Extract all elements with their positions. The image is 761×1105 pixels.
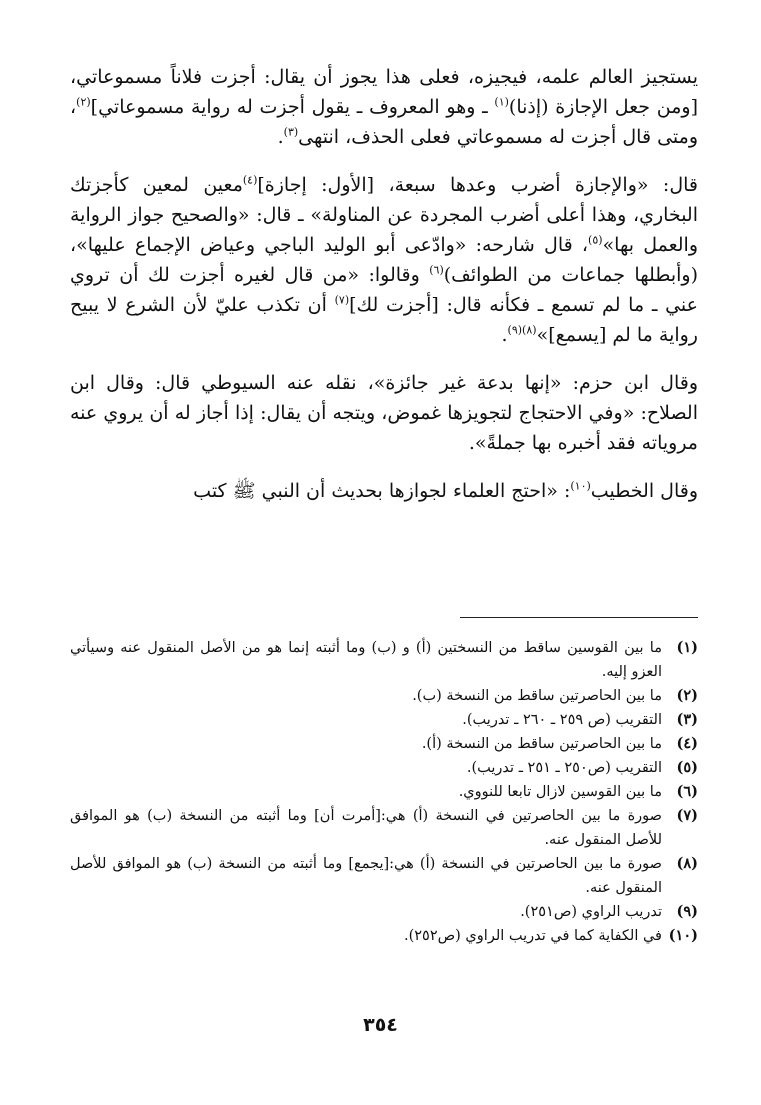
footnote-text: صورة ما بين الحاصرتين في النسخة (أ) هي:[أمرت أن] وما أثبته من النسخة (ب) هو الموافق للأصل المنقول عنه.: [70, 808, 662, 848]
footnote: [70, 780, 698, 804]
footnote-number: (٧): [676, 807, 698, 824]
footnote-text: التقريب (ص ٢٥٩ ـ ٢٦٠ ـ تدريب).: [462, 712, 662, 728]
footnote-ref: (٦): [429, 263, 444, 277]
footnotes: [70, 636, 698, 948]
footnote-number: (٣): [676, 711, 698, 728]
footnote-number: (٩): [676, 903, 698, 920]
text-segment: وقال الخطيب: [590, 480, 698, 502]
footnote-number: (١٠): [668, 927, 698, 944]
footnote: [70, 924, 698, 948]
footnote: [70, 852, 698, 900]
text-segment: قال: «والإجازة أضرب وعدها سبعة، [الأول: إجازة]: [257, 174, 699, 196]
footnote-text: ما بين الحاصرتين ساقط من النسخة (أ).: [421, 736, 662, 752]
text-segment: معين لمعين كأجزتك البخاري، وهذا أعلى أضرب المجردة عن المناولة» ـ قال: «والصحيح جواز الرواية والعمل بها»: [70, 174, 698, 256]
text-segment: .: [277, 126, 284, 148]
paragraph: [70, 368, 698, 458]
footnote-text: ما بين القوسين لازال تابعا للنووي.: [458, 784, 662, 800]
footnote-ref: (٢): [76, 95, 91, 109]
text-segment: ، قال شارحه: «وادّعى أبو الوليد الباجي وعياض الإجماع عليها»، (وأبطلها جماعات من الطوائف): [70, 234, 698, 286]
footnote: [70, 708, 698, 732]
footnote-ref: (١): [494, 95, 509, 109]
footnote-text: صورة ما بين الحاصرتين في النسخة (أ) هي:[يجمع] وما أثبته من النسخة (ب) هو الموافق للأصل المنقول عنه.: [70, 856, 662, 896]
footnote-number: (٨): [676, 855, 698, 872]
footnote-number: (٤): [676, 735, 698, 752]
footnote-text: ما بين الحاصرتين ساقط من النسخة (ب).: [412, 688, 662, 704]
footnote-ref: (٧): [334, 293, 350, 307]
text-segment: ، ومتى قال أجزت له مسموعاتي فعلى الحذف، انتهى: [70, 96, 698, 148]
footnote-text: في الكفاية كما في تدريب الراوي (ص٢٥٢).: [403, 928, 662, 944]
paragraph: [70, 62, 698, 152]
text-segment: يستجيز العالم علمه، فيجيزه، فعلى هذا يجوز أن يقال: أجزت فلاناً مسموعاتي، [ومن جعل الإجازة (إذنا): [70, 66, 698, 118]
paragraph: [70, 476, 698, 506]
footnote-text: تدريب الراوي (ص٢٥١).: [520, 904, 662, 920]
text-segment: وقال ابن حزم: «إنها بدعة غير جائزة»، نقله عنه السيوطي قال: وقال ابن الصلاح: «وفي الاحتجاج لتجويزها غموض، ويتجه أن يقال: إذا أجاز له أن يروي عنه مروياته فقد أخبره بها جملةً».: [70, 372, 698, 454]
footnote-number: (١): [676, 639, 698, 656]
footnote: [70, 636, 698, 684]
footnote-ref: (٣): [283, 125, 299, 139]
footnote: [70, 732, 698, 756]
footnote: [70, 900, 698, 924]
page-number: ٣٥٤: [363, 1014, 398, 1036]
footnote-number: (٢): [676, 687, 698, 704]
footnote-ref: (٥): [588, 233, 603, 247]
footnote-text: التقريب (ص٢٥٠ ـ ٢٥١ ـ تدريب).: [466, 760, 662, 776]
text-segment: : «احتج العلماء لجوازها بحديث أن النبي ﷺ كتب: [193, 480, 571, 502]
main-text: [70, 62, 698, 524]
footnote-number: (٦): [676, 783, 698, 800]
footnote: [70, 804, 698, 852]
footnote-separator: [460, 617, 698, 618]
text-segment: ـ وهو المعروف ـ يقول أجزت له رواية مسموعاتي]: [90, 96, 495, 118]
footnote: [70, 756, 698, 780]
footnote-ref: (٨)(٩): [507, 323, 537, 337]
footnote-ref: (١٠): [570, 479, 591, 493]
footnote: [70, 684, 698, 708]
paragraph: [70, 170, 698, 350]
footnote-number: (٥): [676, 759, 698, 776]
text-segment: أن تكذب عليّ لأن الشرع لا يبيح رواية ما لم [يسمع]»: [70, 294, 698, 346]
footnote-text: ما بين القوسين ساقط من النسختين (أ) و (ب) وما أثبته إنما هو من الأصل المنقول عنه وسيأتي العزو إليه.: [70, 640, 662, 680]
footnote-ref: (٤): [242, 173, 258, 187]
text-segment: وقالوا: «من قال لغيره أجزت لك أن تروي عني ـ ما لم تسمع ـ فكأنه قال: [أجزت لك]: [70, 264, 698, 316]
text-segment: .: [501, 324, 508, 346]
